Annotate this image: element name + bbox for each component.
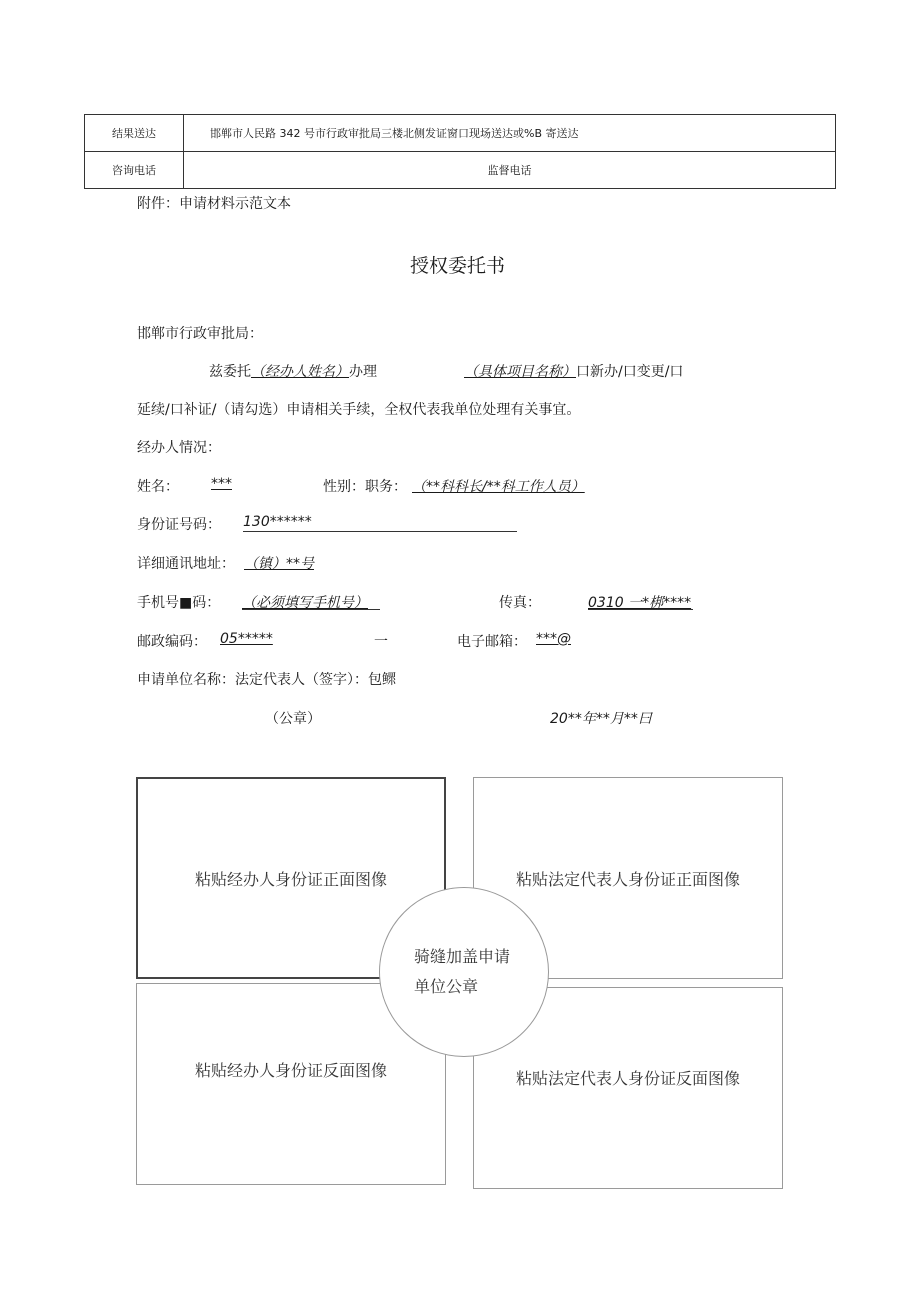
phone-value: （必须填写手机号）	[242, 595, 368, 611]
legal-id-front-label: 粘贴法定代表人身份证正面图像	[515, 869, 740, 889]
options-text-2: 延续/口补证/（请勾选）申请相关手续，全权代表我单位处理有关事宜。	[137, 402, 581, 418]
agent-id-front-label: 粘贴经办人身份证正面图像	[194, 869, 387, 889]
position-value: （**科科长/**科工作人员）	[412, 479, 585, 495]
page-title: 授权委托书	[410, 255, 506, 277]
legal-id-back-label: 粘贴法定代表人身份证反面图像	[515, 1068, 740, 1088]
agent-id-back-label: 粘贴经办人身份证反面图像	[194, 1060, 387, 1080]
gender-position-label: 性别：职务：	[323, 479, 407, 495]
applicant-line: 申请单位名称：法定代表人（签字）：包鳏	[137, 672, 396, 688]
fax-underline	[588, 609, 693, 610]
postal-value: 05*****	[220, 631, 273, 647]
entrust-prefix: 兹委托	[209, 364, 251, 380]
supervision-phone-label: 监督电话	[184, 152, 836, 189]
name-value: ***	[211, 476, 232, 492]
addressee: 邯郸市行政审批局：	[137, 326, 263, 342]
date-field: 20**年**月**曰	[550, 711, 652, 727]
postal-dash: 一	[374, 634, 388, 650]
seal-text-line1: 骑缝加盖申请	[414, 947, 511, 966]
address-label: 详细通讯地址：	[137, 556, 235, 572]
agent-info-heading: 经办人情况：	[137, 440, 221, 456]
postal-label: 邮政编码：	[137, 634, 207, 650]
name-label: 姓名：	[137, 479, 179, 495]
options-text-1: 口新办/口变更/口	[576, 364, 684, 380]
info-table	[84, 114, 836, 189]
consult-phone-label: 咨询电话	[85, 152, 184, 189]
seam-seal-circle	[379, 887, 549, 1057]
email-label: 电子邮箱：	[457, 634, 527, 650]
id-number-value: 130******	[243, 514, 312, 530]
entrust-line	[209, 361, 377, 381]
id-number-label: 身份证号码：	[137, 517, 221, 533]
phone-underline	[242, 609, 380, 610]
result-delivery-value: 邯郸市人民路 342 号市行政审批局三楼北侧发证窗口现场送达或%B 寄送达	[184, 115, 836, 152]
agent-name-field: （经办人姓名）	[251, 364, 349, 380]
handle-text: 办理	[349, 364, 377, 380]
address-value: （镇）**号	[244, 556, 314, 572]
table-row	[85, 152, 836, 189]
seal-text-line2: 单位公章	[414, 977, 479, 996]
table-row	[85, 115, 836, 152]
attachment-label: 附件：申请材料示范文本	[137, 196, 291, 212]
email-value: ***@	[536, 631, 571, 647]
seal-label: （公章）	[265, 711, 321, 727]
result-delivery-label: 结果送达	[85, 115, 184, 152]
fax-value: 0310 一*梆****	[588, 595, 692, 611]
phone-label: 手机号■码：	[137, 595, 221, 611]
project-name-field: （具体项目名称）	[464, 364, 576, 380]
project-line	[464, 361, 683, 381]
id-number-underline	[243, 531, 517, 532]
fax-label: 传真：	[499, 595, 541, 611]
